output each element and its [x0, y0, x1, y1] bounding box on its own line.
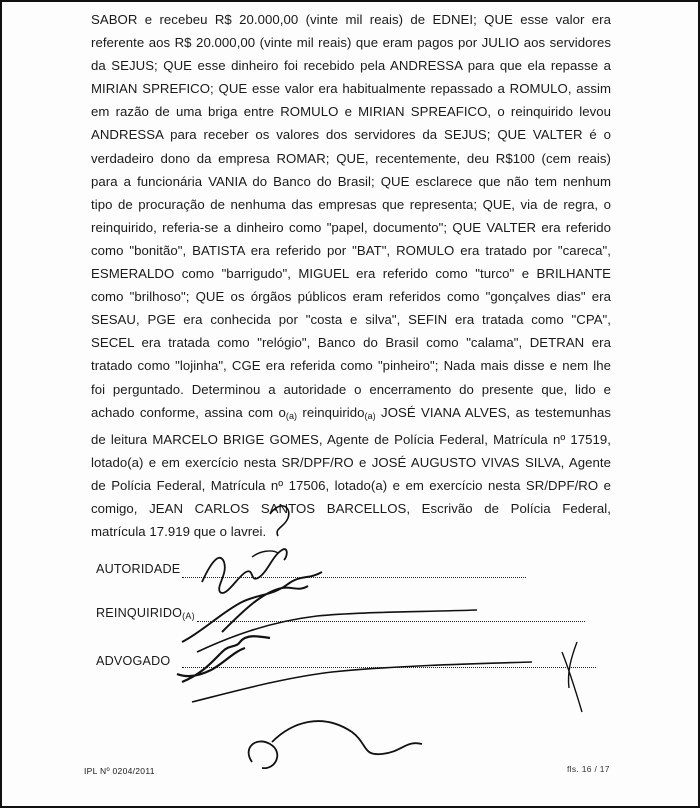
body-line-signatory [91, 401, 611, 428]
reinquirido-label-sub: (A) [182, 611, 195, 621]
body-line: para a funcionária VANIA do Banco do Brasil; QUE esclarece que não tem nenhum [91, 173, 611, 189]
body-line: de leitura MARCELO BRIGE GOMES, Agente de Polícia Federal, Matrícula nº 17519, [91, 431, 611, 447]
advogado-label: ADVOGADO [96, 654, 171, 668]
body-line: ESMERALDO como "barrigudo", MIGUEL era referido como "turco" e BRILHANTE [91, 266, 611, 282]
body-line: SESAU, PGE era conhecida por "costa e silva", SEFIN era tratada como "CPA", [91, 312, 611, 328]
advogado-signature [177, 636, 270, 682]
reinquirido-label-text: REINQUIRIDO [96, 606, 183, 620]
authority-signature [202, 549, 287, 593]
body-line: verdadeiro dono da empresa ROMAR; QUE, recentemente, deu R$100 (cem reais) [91, 150, 611, 166]
body-line: tipo de procuração de nenhuma das empresas que representa; QUE, via de regra, o [91, 196, 611, 212]
authority-label: AUTORIDADE [96, 562, 181, 576]
body-line: reinquirido, referia-se a dinheiro como "papel, documento"; QUE VALTER era referido [91, 219, 611, 235]
body-line: SECEL era tratada como "relógio", Banco do Brasil como "calama", DETRAN era [91, 335, 611, 351]
body-line: de Polícia Federal, Matrícula nº 17506, lotado(a) e em exercício nesta SR/DPF/RO e [91, 477, 611, 493]
reinquirido-label [96, 606, 195, 621]
body-line: ANDRESSA para receber os valores dos servidores da SEJUS; QUE VALTER é o [91, 127, 611, 143]
reinquirido-signature [182, 572, 322, 642]
body-line: tratado como "lojinha", CGE era referida como "pinheiro"; Nada mais disse e nem lhe [91, 358, 611, 374]
reinquirido-signature-line [197, 621, 585, 622]
signatory-text-post: JOSÉ VIANA ALVES, as testemunhas [375, 404, 611, 420]
body-line: referente aos R$ 20.000,00 (vinte mil reais) que eram pagos por JULIO aos servidores [91, 35, 611, 51]
signatory-sub-1: (a) [285, 410, 298, 421]
body-line: lotado(a) e em exercício nesta SR/DPF/RO e JOSÉ AUGUSTO VIVAS SILVA, Agente [91, 454, 611, 470]
folio-number: fls. 16 / 17 [567, 764, 610, 774]
body-line: MIRIAN SPREFICO; QUE esse valor era habitualmente repassado a ROMULO, assim [91, 81, 611, 97]
authority-signature-line [182, 577, 526, 578]
signatory-text-pre: achado conforme, assina com o [91, 404, 286, 420]
body-line: como "bonitão", BATISTA era referido por "BAT", ROMULO era tratado por "careca", [91, 242, 611, 258]
document-body [91, 8, 611, 543]
ipl-number: IPL Nº 0204/2011 [84, 766, 155, 776]
signatory-sub-2: (a) [364, 410, 376, 421]
body-line: SABOR e recebeu R$ 20.000,00 (vinte mil reais) de EDNEI; QUE esse valor era [91, 12, 611, 27]
body-line: comigo, JEAN CARLOS SANTOS BARCELLOS, Escrivão de Polícia Federal, [91, 500, 611, 516]
body-line: da SEJUS; QUE esse dinheiro foi recebido pela ANDRESSA para que ela repasse a [91, 58, 611, 74]
advogado-signature-line [182, 667, 596, 668]
body-line: em razão de uma briga entre ROMULO e MIRIAN SPREAFICO, o reinquirido levou [91, 104, 611, 120]
body-line-last: matrícula 17.919 que o lavrei. [91, 524, 267, 540]
bottom-signature [249, 721, 422, 768]
body-line: como "brilhoso"; QUE os órgãos públicos eram referidos como "gonçalves dias" era [91, 289, 611, 305]
signatory-text-mid: reinquirido [297, 404, 365, 420]
body-line: foi perguntado. Determinou a autoridade o encerramento do presente que, lido e [91, 381, 611, 397]
